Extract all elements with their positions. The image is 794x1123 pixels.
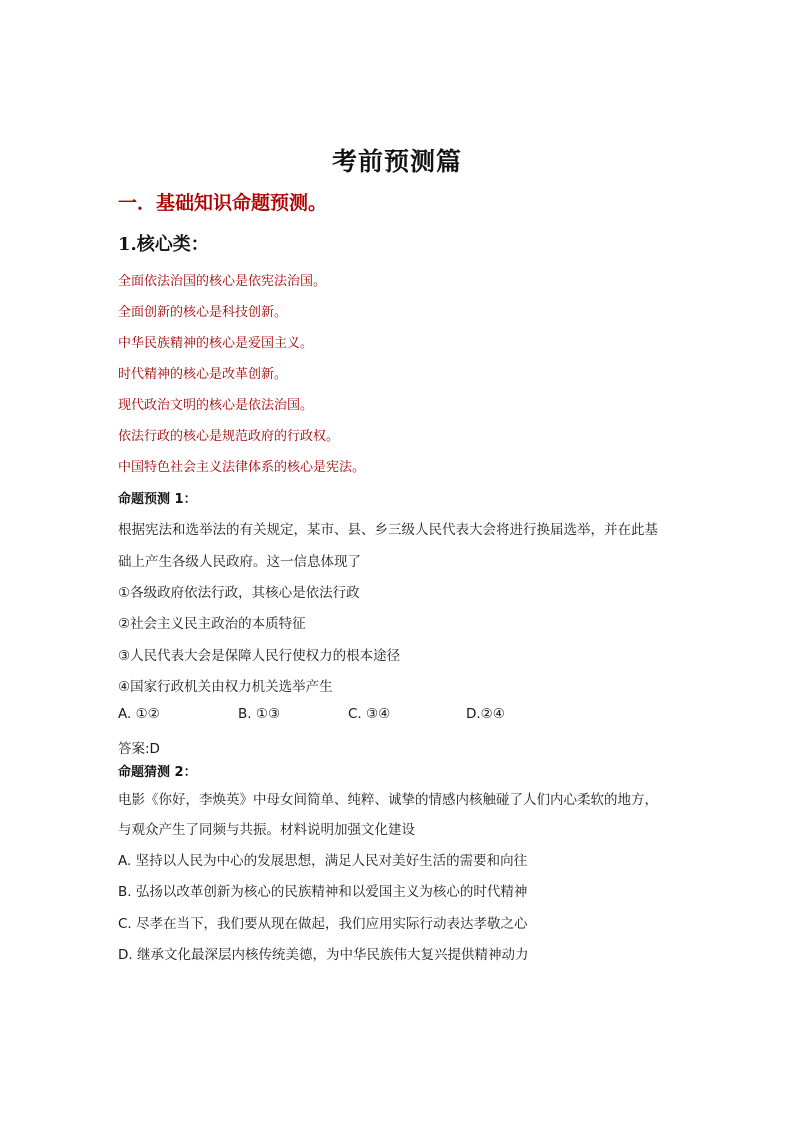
question1-heading: 命题预测 1：	[118, 492, 197, 507]
question1-statement: ④国家行政机关由权力机关选举产生	[118, 679, 333, 695]
question1-choice-d: D.②④	[466, 706, 505, 722]
core-item: 时代精神的核心是改革创新。	[118, 367, 288, 382]
core-item: 依法行政的核心是规范政府的行政权。	[118, 429, 340, 444]
document-title: 考前预测篇	[331, 147, 462, 176]
section-heading: 一．基础知识命题预测。	[118, 192, 328, 214]
sub-heading-core: 1.核心类：	[118, 234, 209, 255]
question2-stem-line: 与观众产生了同频与共振。材料说明加强文化建设	[118, 822, 415, 838]
question2-heading: 命题猜测 2：	[118, 765, 197, 780]
question1-statement: ③人民代表大会是保障人民行使权力的根本途径	[118, 648, 401, 664]
question1-stem-line: 根据宪法和选举法的有关规定，某市、县、乡三级人民代表大会将进行换届选举，并在此基	[118, 522, 658, 538]
core-item: 中华民族精神的核心是爱国主义。	[118, 336, 314, 351]
question2-stem-line: 电影《你好，李焕英》中母女间简单、纯粹、诚挚的情感内核触碰了人们内心柔软的地方，	[118, 792, 658, 808]
question2-option-d: D. 继承文化最深层内核传统美德，为中华民族伟大复兴提供精神动力	[118, 947, 529, 963]
question1-choice-c: C. ③④	[348, 706, 391, 722]
core-item: 现代政治文明的核心是依法治国。	[118, 398, 314, 413]
core-item: 全面创新的核心是科技创新。	[118, 305, 288, 320]
question2-option-b: B. 弘扬以改革创新为核心的民族精神和以爱国主义为核心的时代精神	[118, 884, 528, 900]
core-item: 全面依法治国的核心是依宪法治国。	[118, 274, 327, 289]
question1-statement: ②社会主义民主政治的本质特征	[118, 616, 306, 632]
question1-stem-line: 础上产生各级人民政府。这一信息体现了	[118, 554, 361, 570]
question2-option-c: C. 尽孝在当下，我们要从现在做起，我们应用实际行动表达孝敬之心	[118, 916, 528, 932]
question1-answer: 答案:D	[118, 741, 160, 757]
core-item: 中国特色社会主义法律体系的核心是宪法。	[118, 460, 366, 475]
question1-choice-b: B. ①③	[238, 706, 281, 722]
question2-option-a: A. 坚持以人民为中心的发展思想，满足人民对美好生活的需要和向往	[118, 853, 528, 869]
question1-statement: ①各级政府依法行政，其核心是依法行政	[118, 585, 360, 601]
question1-choice-a: A. ①②	[118, 706, 160, 722]
